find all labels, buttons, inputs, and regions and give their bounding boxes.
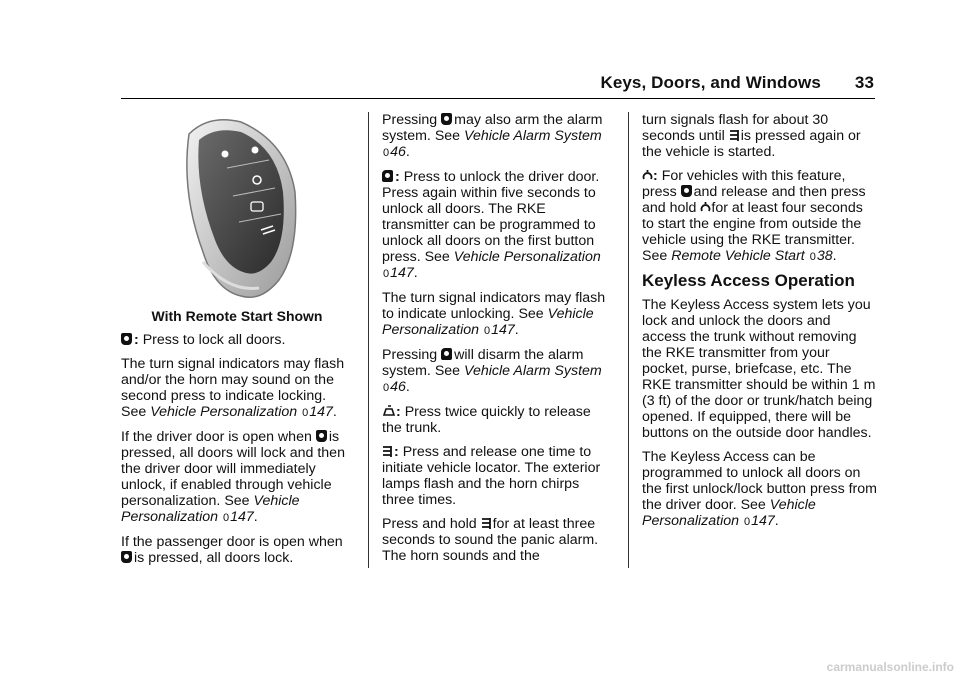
column-divider-2 [628,112,629,568]
remote-start-text-2: and release and then press and hold [642,184,866,216]
column-3: turn signals flash for about 30 seconds until is pressed again or the vehicle is started. : For vehicles with this feature, press and release and then press and hold for at least four seconds to start the engine from outside the vehicle using the RKE transmitter. See Remote Vehicle Start 038. Keyless Access Operation The Keyless Access system lets you lock and unlock the doors and access the trunk without removing the RKE transmitter from your pocket, purse, briefcase, etc. The RKE transmitter should be within 1 m (3 ft) of the door or trunk/hatch being opened. If equipped, there will be buttons on the outside door handles. The Keyless Access can be programmed to unlock all doors on the first unlock/lock button press from the driver door. See Vehicle Personalization 0147. [642,112,877,529]
lock-icon [441,113,452,125]
section-title: Keys, Doors, and Windows [600,73,821,92]
figure-caption: With Remote Start Shown [151,308,323,324]
remote-start-icon [700,201,711,214]
page-ref[interactable]: 147 [491,322,515,338]
alarm-disarm-text: will disarm the alarm system. See [382,347,584,379]
site-credit: carmanualsonline.info [826,660,954,674]
press-hold-text: Press and hold [382,516,477,532]
page-ref-icon: 0 [483,325,491,337]
vehicle-personalization-link[interactable]: Vehicle Personalization [121,493,300,525]
lock-icon [121,333,132,345]
turn-signal-flash-text: turn signals flash for about 30 seconds until [642,112,829,144]
unlock-icon [382,170,393,182]
unlock-text: Press to unlock the driver door. Press again within five seconds to unlock all doors. The RKE transmitter can be programmed to unlock all doors on the first button press. See [382,169,600,265]
vehicle-alarm-link[interactable]: Vehicle Alarm System [464,128,602,144]
vehicle-personalization-link[interactable]: Vehicle Personalization [150,404,298,420]
vehicle-personalization-link[interactable]: Vehicle Personalization [382,306,594,338]
page-ref-icon: 0 [383,147,390,159]
driver-door-text-2: is pressed, all doors will lock and then the driver door will immediately unlock, if enabled through vehicle personalization. See [121,429,345,509]
vehicle-alarm-link[interactable]: Vehicle Alarm System [464,363,602,379]
remote-start-text: For vehicles with this feature, press [642,168,846,200]
page-ref[interactable]: 46 [390,379,406,395]
column-2: Pressing may also arm the alarm system. See Vehicle Alarm System 046. : Press to unlock the driver door. Press again within five seconds to unlock all doors. The RKE transmitter can be programmed to unlock all doors on the first button press. See Vehicle Personalization 0147. The turn signal indicators may flash to indicate unlocking. See Vehicle Personalization 0147. Pressing will disarm the alarm system. See Vehicle Alarm System 046. : Press twice quickly to release the trunk. : Press and release one time to initiate vehicle locator. The exterior lamps flash and the horn chirps three times. Press and hold for at least three seconds to sound the panic alarm. The horn sounds and the [382,112,606,564]
remote-start-label: : [653,168,658,184]
page-ref[interactable]: 147 [230,509,254,525]
panic-icon [729,129,741,142]
page-ref-icon: 0 [383,268,390,280]
panic-alarm-text: for at least three seconds to sound the panic alarm. The horn sounds and the [382,516,599,564]
page-header [600,73,874,93]
panic-text: Press and release one time to initiate vehicle locator. The exterior lamps flash and the horn chirps three times. [382,444,601,508]
unlock-signal-text: The turn signal indicators may flash to indicate unlocking. See [382,290,606,322]
trunk-text: Press twice quickly to release the trunk. [382,404,591,436]
pressing-text: Pressing [382,347,438,363]
lock-icon [316,430,327,442]
column-1: With Remote Start Shown : Press to lock all doors. The turn signal indicators may flash and/or the horn may sound on the second press to indicate locking. See Vehicle Personalization 0147. If the driver door is open when is pressed, all doors will lock and then the driver door will immediately unlock, if enabled through vehicle personalization. See Vehicle Personalization 0147. If the passenger door is open when is pressed, all doors lock. [121,112,353,574]
passenger-door-text-2: is pressed, all doors lock. [134,550,294,566]
page-ref[interactable]: 147 [309,404,333,420]
page-number: 33 [854,73,874,92]
keyless-access-heading: Keyless Access Operation [642,271,855,290]
page-ref[interactable]: 147 [751,513,775,529]
key-fob-illustration [169,112,299,302]
page-ref-icon: 0 [809,251,816,263]
vehicle-personalization-link[interactable]: Vehicle Personalization [453,249,601,265]
remote-start-icon [642,169,653,182]
turn-signal-text: The turn signal indicators may flash and/or the horn may sound on the second press to indicate locking. [121,356,345,404]
unlock-label: : [395,169,400,185]
pressing-text: Pressing [382,112,438,128]
header-rule [121,98,875,99]
alarm-arm-text: may also arm the alarm system. See [382,112,603,144]
page-ref[interactable]: 147 [390,265,414,281]
page-ref-icon: 0 [302,407,309,419]
page-ref-icon: 0 [743,516,751,528]
lock-label: : [134,332,139,348]
panic-label: : [394,444,399,460]
lock-icon [121,551,132,563]
turn-signal-flash-text-2: is pressed again or the vehicle is started. [642,128,861,160]
lock-text: Press to lock all doors. [142,332,286,348]
driver-door-text: If the driver door is open when [121,429,312,445]
vehicle-personalization-link[interactable]: Vehicle Personalization [642,497,816,529]
page-ref[interactable]: 38 [816,248,833,264]
remote-start-text-3: for at least four seconds to start the engine from outside the vehicle using the RKE transmitter. See [642,200,863,264]
keyless-access-para-2: The Keyless Access can be programmed to unlock all doors on the first unlock/lock button press from the driver door. See [642,449,877,513]
panic-icon [481,517,493,530]
page-ref[interactable]: 46 [390,144,406,160]
passenger-door-text: If the passenger door is open when [121,534,343,550]
unlock-icon [441,348,452,360]
column-divider-1 [368,112,369,568]
panic-icon [382,445,394,458]
trunk-icon [382,405,396,418]
lock-icon [681,185,692,197]
remote-vehicle-start-link[interactable]: Remote Vehicle Start [671,248,805,264]
trunk-label: : [396,404,401,420]
keyless-access-para-1: The Keyless Access system lets you lock and unlock the doors and access the trunk without removing the RKE transmitter from your pocket, purse, briefcase, etc. The RKE transmitter should be within 1 m (3 ft) of the door or trunk/hatch being opened. If equipped, there will be buttons on the outside door handles. [642,297,876,441]
page-ref-icon: 0 [383,382,390,394]
page-ref-icon: 0 [222,512,230,524]
see-text: See [121,404,147,420]
